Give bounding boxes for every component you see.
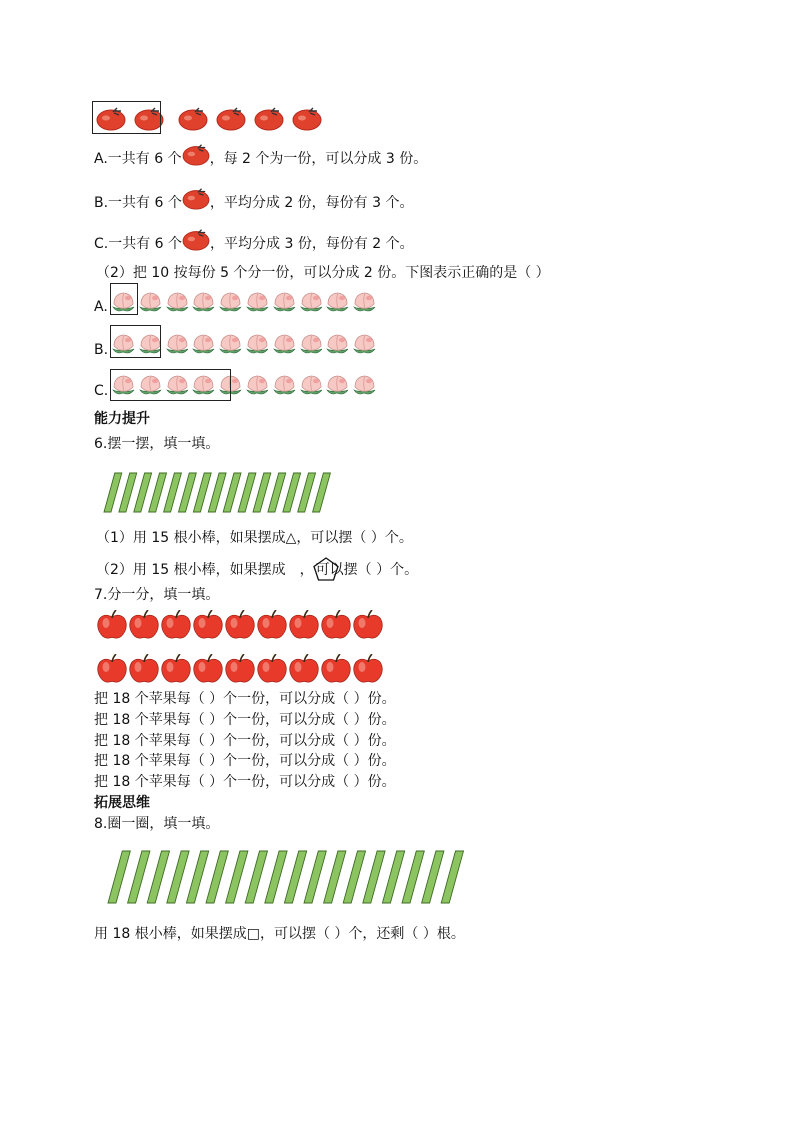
stick-icon (108, 851, 130, 903)
q6-title: 6.摆一摆，填一填。 (94, 436, 220, 452)
peach-icon (218, 290, 243, 314)
apple-icon (320, 610, 352, 640)
peach-icon (165, 290, 190, 314)
peach-icon (245, 290, 270, 314)
stick-icon (226, 851, 248, 903)
peach-option-label-c: C. (94, 383, 109, 399)
peach-icon (138, 290, 163, 314)
stick-icon (186, 851, 208, 903)
peach-icon (325, 290, 350, 314)
peach-group-box-c (110, 369, 231, 401)
apple-row-2 (96, 654, 384, 684)
peach-group-box-b (110, 325, 161, 358)
peach-group-box-a (110, 283, 138, 315)
stick-icon (304, 851, 326, 903)
q8-title: 8.圈一圈，填一填。 (94, 816, 220, 832)
tomato-icon (182, 142, 210, 166)
q8-line: 用 18 根小棒，如果摆成□，可以摆（ ）个，还剩（ ）根。 (94, 926, 465, 942)
peach-option-label-a: A. (94, 299, 108, 315)
stick-icon (149, 473, 167, 512)
stick-icon (119, 473, 137, 512)
stick-icon (441, 851, 463, 903)
peach-icon (272, 290, 297, 314)
apple-icon (128, 610, 160, 640)
stick-row-q6 (100, 472, 340, 514)
apple-icon (192, 610, 224, 640)
stick-row-q8 (104, 850, 484, 906)
apple-icon (96, 610, 128, 640)
peach-icon (272, 332, 297, 356)
peach-icon (191, 332, 216, 356)
stick-icon (363, 851, 385, 903)
tomato-icon (182, 186, 210, 210)
tomato-icon (292, 104, 322, 132)
stick-icon (268, 473, 286, 512)
stick-icon (324, 851, 346, 903)
stick-icon (128, 851, 150, 903)
apple-icon (352, 610, 384, 640)
apple-icon (256, 654, 288, 684)
stick-icon (167, 851, 189, 903)
apple-icon (224, 654, 256, 684)
stick-icon (422, 851, 444, 903)
apple-icon (288, 610, 320, 640)
q6-line-2: （2）用 15 根小棒，如果摆成 ， 可以摆（ ）个。 (96, 561, 418, 579)
stick-icon (104, 473, 122, 512)
section-heading-ability: 能力提升 (94, 411, 150, 427)
stick-icon (179, 473, 197, 512)
stick-icon (193, 473, 211, 512)
tomato-icon (254, 104, 284, 132)
q7-line: 把 18 个苹果每（ ）个一份，可以分成（ ）份。 (94, 753, 396, 769)
q6-line-1: （1）用 15 根小棒，如果摆成△，可以摆（ ）个。 (96, 530, 413, 546)
apple-icon (320, 654, 352, 684)
q7-line: 把 18 个苹果每（ ）个一份，可以分成（ ）份。 (94, 691, 396, 707)
apple-icon (160, 610, 192, 640)
q7-line: 把 18 个苹果每（ ）个一份，可以分成（ ）份。 (94, 712, 396, 728)
stick-icon (298, 473, 316, 512)
stick-icon (206, 851, 228, 903)
q7-title: 7.分一分，填一填。 (94, 587, 220, 603)
stick-icon (343, 851, 365, 903)
stick-icon (238, 473, 256, 512)
stick-icon (284, 851, 306, 903)
peach-icon (272, 373, 297, 397)
peach-row-a (111, 290, 379, 314)
tomato-group-box (92, 101, 161, 134)
apple-icon (96, 654, 128, 684)
stick-icon (402, 851, 424, 903)
peach-icon (245, 373, 270, 397)
stick-icon (164, 473, 182, 512)
apple-icon (192, 654, 224, 684)
q5-option-b: B.一共有 6 个 ，平均分成 2 份，每份有 3 个。 (94, 194, 414, 212)
apple-icon (224, 610, 256, 640)
stick-icon (382, 851, 404, 903)
peach-icon (325, 332, 350, 356)
tomato-icon (216, 104, 246, 132)
peach-icon (299, 290, 324, 314)
section-heading-extend: 拓展思维 (94, 795, 150, 811)
q5-option-c: C.一共有 6 个 ，平均分成 3 份，每份有 2 个。 (94, 235, 414, 253)
stick-icon (313, 473, 331, 512)
q5-option-a: A.一共有 6 个 ，每 2 个为一份，可以分成 3 份。 (94, 150, 427, 168)
peach-icon (325, 373, 350, 397)
apple-icon (288, 654, 320, 684)
stick-icon (245, 851, 267, 903)
peach-icon (218, 332, 243, 356)
q7-line: 把 18 个苹果每（ ）个一份，可以分成（ ）份。 (94, 733, 396, 749)
peach-icon (191, 290, 216, 314)
peach-icon (245, 332, 270, 356)
apple-icon (128, 654, 160, 684)
apple-icon (256, 610, 288, 640)
peach-icon (352, 332, 377, 356)
peach-icon (352, 373, 377, 397)
stick-icon (223, 473, 241, 512)
peach-option-label-b: B. (94, 342, 109, 358)
apple-icon (352, 654, 384, 684)
apple-row-1 (96, 610, 384, 640)
q5-2-question: （2）把 10 按每份 5 个分一份，可以分成 2 份。下图表示正确的是（ ） (96, 265, 550, 281)
tomato-icon (182, 227, 210, 251)
stick-icon (134, 473, 152, 512)
stick-icon (253, 473, 271, 512)
apple-icon (160, 654, 192, 684)
stick-icon (283, 473, 301, 512)
tomato-icon (178, 104, 208, 132)
peach-icon (352, 290, 377, 314)
peach-icon (165, 332, 190, 356)
stick-icon (208, 473, 226, 512)
q7-line: 把 18 个苹果每（ ）个一份，可以分成（ ）份。 (94, 774, 396, 790)
stick-icon (265, 851, 287, 903)
peach-icon (299, 332, 324, 356)
peach-icon (299, 373, 324, 397)
stick-icon (147, 851, 169, 903)
